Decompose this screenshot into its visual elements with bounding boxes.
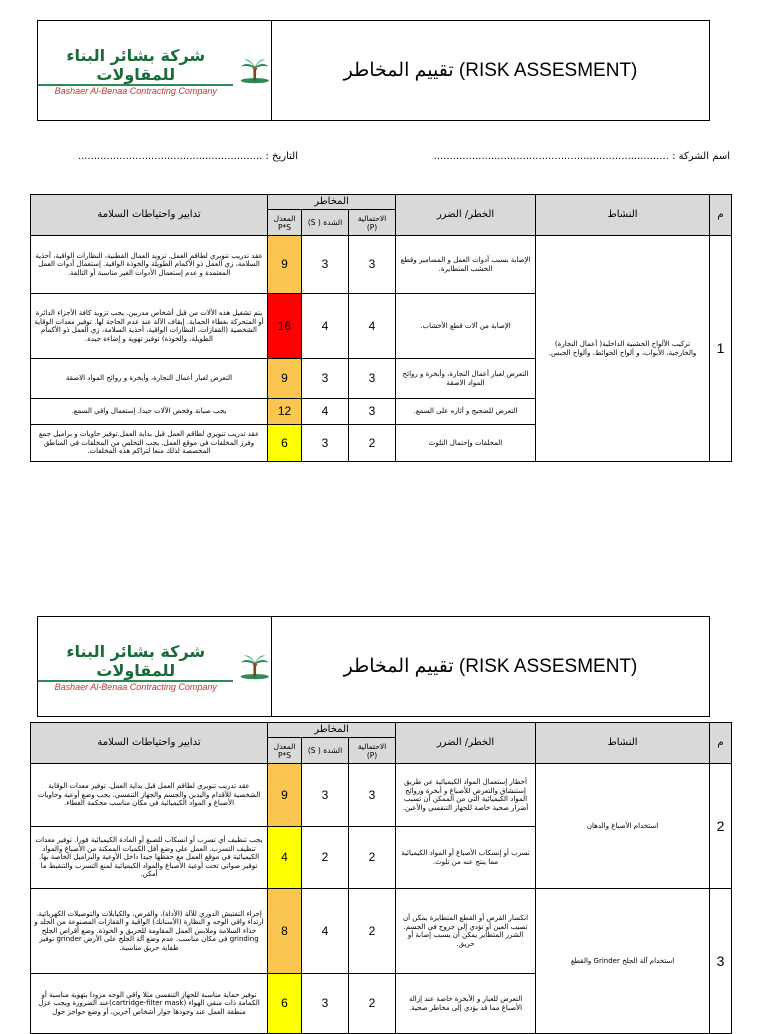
controls-cell: يجب صيانة وفحص الألات جيدا. إستعمال واقي السمع. <box>31 399 268 425</box>
rate-cell: 9 <box>268 359 302 399</box>
col-header-rate: المعدل P*S <box>268 210 302 236</box>
hazard-cell: أخطار إستعمال المواد الكيميائية عن طريق إستنشاق والتعرض للأصباغ و أبخرة وروائح المواد الكيميائية التي من الممكن أن تسبب أضرار صحية خاصة للجهاز التنفسي والأعين. <box>396 764 536 827</box>
row-number: 3 <box>710 889 732 1034</box>
page-title: تقييم المخاطر (RISK ASSESMENT) <box>343 656 638 677</box>
date-field[interactable]: التاريخ : .......................................................... <box>77 151 298 162</box>
palm-tree-icon <box>239 56 271 86</box>
severity-cell: 2 <box>302 827 349 889</box>
col-header-probability: الاحتمالية (P) <box>349 210 396 236</box>
severity-cell: 3 <box>302 236 349 294</box>
col-header-controls: تدابير واحتياطات السلامة <box>31 195 268 236</box>
hazard-cell: التعرض للغبار و الأبخرة خاصة عند إزالة الأصباغ مما قد يؤدي إلى مخاطر صحية. <box>396 974 536 1034</box>
severity-cell: 3 <box>302 359 349 399</box>
company-name-ar: شركة بشائر البناء للمقاولات <box>66 641 206 680</box>
row-number: 2 <box>710 764 732 889</box>
hazard-cell: الإصابة من آلات قطع الأخشاب. <box>396 294 536 359</box>
probability-cell: 2 <box>349 425 396 462</box>
col-header-no: م <box>710 723 732 764</box>
controls-cell: عقد تدريب تنويري لطاقم العمل قبل بداية العمل.توفير حاويات و براميل جمع وفرز المخلفات في موقع العمل. يجب التخلص من المخلفات في المناطق المخصصة لذلك منعا لتراكم هذه المخلفات. <box>31 425 268 462</box>
activity-cell: تركيب الألواح الخشبية الداخلية( أعمال النجارة) والخارجية، الأبواب، و ألواح الحوائط، وألواح الجبس. <box>536 236 710 462</box>
company-name-field[interactable]: اسم الشركة : .......................................................................... <box>433 151 730 162</box>
rate-cell: 9 <box>268 236 302 294</box>
probability-cell: 2 <box>349 974 396 1034</box>
probability-cell: 2 <box>349 889 396 974</box>
rate-cell: 9 <box>268 764 302 827</box>
col-header-severity: الشدة ( S) <box>302 738 349 764</box>
probability-cell: 2 <box>349 827 396 889</box>
severity-cell: 4 <box>302 399 349 425</box>
table-row <box>31 764 732 827</box>
severity-cell: 4 <box>302 294 349 359</box>
table-row <box>31 236 732 294</box>
rate-cell: 16 <box>268 294 302 359</box>
col-header-risks: المخاطر <box>268 195 396 210</box>
col-header-activity: النشاط <box>536 195 710 236</box>
col-header-no: م <box>710 195 732 236</box>
col-header-risks: المخاطر <box>268 723 396 738</box>
severity-cell: 3 <box>302 425 349 462</box>
severity-cell: 3 <box>302 764 349 827</box>
company-logo <box>38 617 272 716</box>
rate-cell: 6 <box>268 425 302 462</box>
rate-cell: 6 <box>268 974 302 1034</box>
hazard-cell: انكسار القرص أو القطع المتطايرة يمكن أن تصيب العين أو تؤدي إلى جروح في الجسم. الشرر المتطاير يمكن أن يسبب إصابة أو حريق. <box>396 889 536 974</box>
controls-cell: إجراء التفتيش الدوري للآلة (الأداة)، والقرص، والكيابلات والتوصيلات الكهربائية. ارتداء واقي الوجه و النظارة (الأسنانك) الواقية و القفازات المصنوعة من الجلد و حذاء السلامة وملابس العمل المقاومة للحريق و الخوذة. وضع أقراص الجلخ grinding في مكان مناسب. عدم وضع آلة الجلخ على الأرض grinder توفير طفاية حريق مناسبة. <box>31 889 268 974</box>
col-header-activity: النشاط <box>536 723 710 764</box>
company-name-en: Bashaer Al-Benaa Contracting Company <box>38 680 233 692</box>
controls-cell: عقد تدريب تنويري لطاقم العمل قبل بداية العمل. توفير معدات الوقاية الشخصية للأقدام واليدين والجسم والجهاز التنفسي. يجب وضع أوعية وحاويات الأصباغ و المواد الكيميائية في مكان مناسب محكمة الغطاء. <box>31 764 268 827</box>
col-header-hazard: الخطر/ الضرر <box>396 723 536 764</box>
hazard-cell: التعرض لغبار أعمال النجارة، وأبخرة و روائح المواد الاصقة <box>396 359 536 399</box>
form-meta <box>0 151 768 167</box>
risk-table-2 <box>30 722 732 1034</box>
risk-table-1 <box>30 194 732 462</box>
hazard-cell: المخلفات وإحتمال التلوث <box>396 425 536 462</box>
severity-cell: 4 <box>302 889 349 974</box>
col-header-controls: تدابير واحتياطات السلامة <box>31 723 268 764</box>
controls-cell: يجب تنظيف أي تسرب أو انسكاب للصبغ أو المادة الكيميائية فورا. توفير معدات تنظيف التسرب. العمل على وضع أقل الكميات الممكنة من الأصباغ والمواد الكيميائية في موقع العمل مع حفظها جيدا داخل الأوعية والبراميل الخاصة بها. توفير صواني تحت أوعية الأصباغ والمواد الكيميائية لمنع التسرب والتنقيط ما أمكن. <box>31 827 268 889</box>
col-header-hazard: الخطر/ الضرر <box>396 195 536 236</box>
controls-cell: التعرض لغبار أعمال النجارة، وأبخرة و روائح المواد الاصقة <box>31 359 268 399</box>
col-header-probability: الاحتمالية (P) <box>349 738 396 764</box>
probability-cell: 4 <box>349 294 396 359</box>
rate-cell: 12 <box>268 399 302 425</box>
controls-cell: يتم تشغيل هذه الألات من قبل أشخاص مدربين. يجب تزويد كافة الأجزاء الدائرة أو المتحركة بغطاء الحماية. إيقاف الآلة عند عدم الحاجة لها. توفير معدات الوقاية الشخصية (القفازات، النظارات الواقية، أحذية السلامة، زي العمل ذو الأكمام الطويلة، والخوذة) توفير تهوية و إضاءة جيدة. <box>31 294 268 359</box>
hazard-cell: الإصابة بسبب أدوات العمل و المسامير وقطع الخشب المتطايرة. <box>396 236 536 294</box>
probability-cell: 3 <box>349 764 396 827</box>
company-name-en: Bashaer Al-Benaa Contracting Company <box>38 84 233 96</box>
controls-cell: توفير حماية مناسبة للجهاز التنفسي مثلا واقي الوجه مزودا بتهوية مناسبة أو الكمامة ذات منقي الهواء (cartridge-filter mask)عند الضرورة ويجب عزل منطقة العمل عند وجودها جوار أشخاص آخرين، أو وضع حواجز حول <box>31 974 268 1034</box>
rate-cell: 8 <box>268 889 302 974</box>
palm-tree-icon <box>239 652 271 682</box>
hazard-cell: التعرض للضجيج و أثاره على السمع. <box>396 399 536 425</box>
probability-cell: 3 <box>349 399 396 425</box>
col-header-severity: الشدة ( S) <box>302 210 349 236</box>
row-number: 1 <box>710 236 732 462</box>
activity-cell: استخدام آلة الجلخ Grinder والقطع <box>536 889 710 1034</box>
probability-cell: 3 <box>349 359 396 399</box>
table-row <box>31 889 732 974</box>
company-logo <box>38 21 272 120</box>
page-title: تقييم المخاطر (RISK ASSESMENT) <box>343 60 638 81</box>
rate-cell: 4 <box>268 827 302 889</box>
page-header <box>37 20 710 121</box>
page-header-2 <box>37 616 710 717</box>
controls-cell: عقد تدريب تنويري لطاقم العمل. تزويد العمال القطنية، النظارات الواقية، أحذية السلامة، زي العمل ذو الأكمام الطويلة والخوذة الواقية. إستعمال أدوات العمل المعتمدة و عدم إستعمال الأدوات الغير مناسبة أو التالفة. <box>31 236 268 294</box>
hazard-cell: تسرب أو إنسكاب الأصباغ أو المواد الكيميائية مما ينتج عنه من تلوث. <box>396 827 536 889</box>
company-name-ar: شركة بشائر البناء للمقاولات <box>66 45 206 84</box>
probability-cell: 3 <box>349 236 396 294</box>
col-header-rate: المعدل P*S <box>268 738 302 764</box>
severity-cell: 3 <box>302 974 349 1034</box>
activity-cell: استخدام الأصباغ والدهان <box>536 764 710 889</box>
